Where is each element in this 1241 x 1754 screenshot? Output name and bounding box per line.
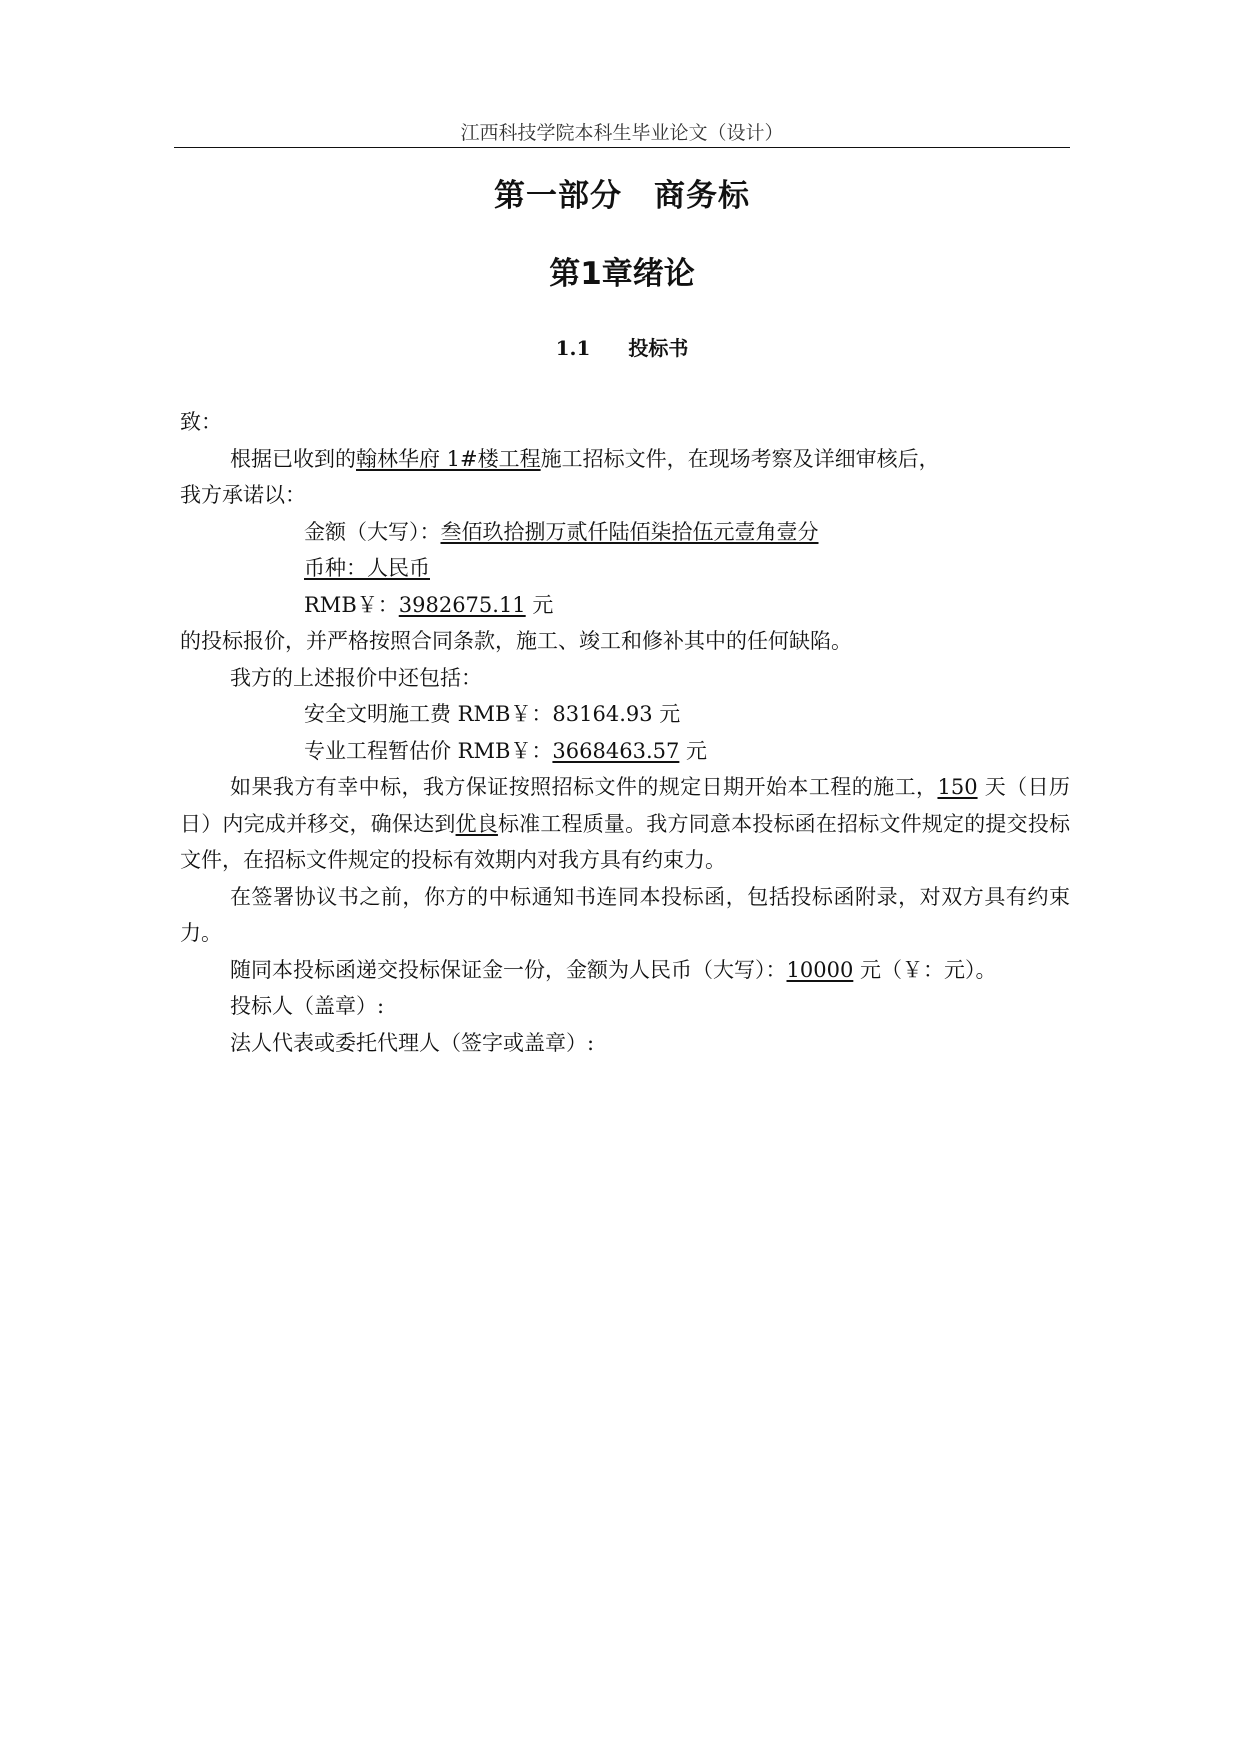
currency-line: [180, 550, 1070, 587]
provisional-line: [180, 733, 1070, 770]
header-divider: [174, 147, 1070, 148]
project-name: 翰林华府 1#楼工程: [356, 446, 541, 471]
binding-paragraph: 在签署协议书之前，你方的中标通知书连同本投标函，包括投标函附录，对双方具有约束力。: [180, 884, 1070, 945]
section-title: 投标书: [628, 336, 689, 360]
bid-letter-body: [180, 404, 1070, 1061]
representative-line: 法人代表或委托代理人（签字或盖章）:: [230, 1030, 595, 1055]
intro-paragraph-line: [180, 441, 1070, 478]
rmb-line: [180, 587, 1070, 624]
running-header: 江西科技学院本科生毕业论文（设计）: [460, 122, 784, 144]
provisional-label: 专业工程暂估价 RMB￥：: [304, 738, 553, 763]
provisional-unit: 元: [686, 738, 708, 763]
rmb-value: 3982675.11: [398, 592, 526, 617]
rmb-unit: 元: [532, 592, 554, 617]
intro-text-c: 我方承诺以：: [180, 483, 306, 507]
chapter-title: 第1章绪论: [549, 256, 695, 292]
intro-text-b: 施工招标文件，在现场考察及详细审核后，: [540, 446, 940, 471]
deposit-paragraph: [180, 952, 1070, 989]
guarantee-text-c: 标准工程质量。我方同意本投标函在招标文件规定的提交投标文件，在招标文件规定的投标有效期内对我方具有约束力。: [180, 811, 1071, 872]
intro-text-a: 根据已收到的: [230, 446, 356, 471]
quality-grade: 优良: [455, 811, 498, 836]
section-number: 1.1: [555, 336, 591, 360]
deposit-text-a: 随同本投标函递交投标保证金一份，金额为人民币（大写）：: [230, 957, 787, 982]
deposit-amount: 10000: [786, 957, 854, 982]
amount-label: 金额（大写）：: [304, 519, 441, 544]
provisional-value: 3668463.57: [552, 738, 680, 763]
includes-intro: 我方的上述报价中还包括：: [230, 665, 482, 690]
bid-statement: 的投标报价，并严格按照合同条款，施工、竣工和修补其中的任何缺陷。: [180, 629, 852, 653]
guarantee-text-b: 天（日历日）内完成并移交，确保达到: [180, 775, 1071, 836]
safety-fee-line: 安全文明施工费 RMB￥：83164.93 元: [304, 702, 681, 726]
salutation: 致：: [180, 410, 222, 434]
deposit-text-b: 元（￥：元）。: [860, 957, 997, 982]
section-heading: [174, 332, 1070, 361]
rmb-label: RMB￥：: [304, 592, 399, 617]
duration-days: 150: [937, 775, 978, 799]
guarantee-paragraph: [180, 769, 1070, 879]
amount-words: 叁佰玖拾捌万贰仟陆佰柒拾伍元壹角壹分: [440, 519, 819, 544]
currency-text: 币种：人民币: [304, 556, 430, 580]
amount-line: [180, 514, 1070, 551]
bidder-seal-line: 投标人（盖章）:: [230, 994, 385, 1018]
part-title: 第一部分 商务标: [494, 178, 750, 214]
guarantee-text-a: 如果我方有幸中标，我方保证按照招标文件的规定日期开始本工程的施工，: [230, 775, 938, 799]
